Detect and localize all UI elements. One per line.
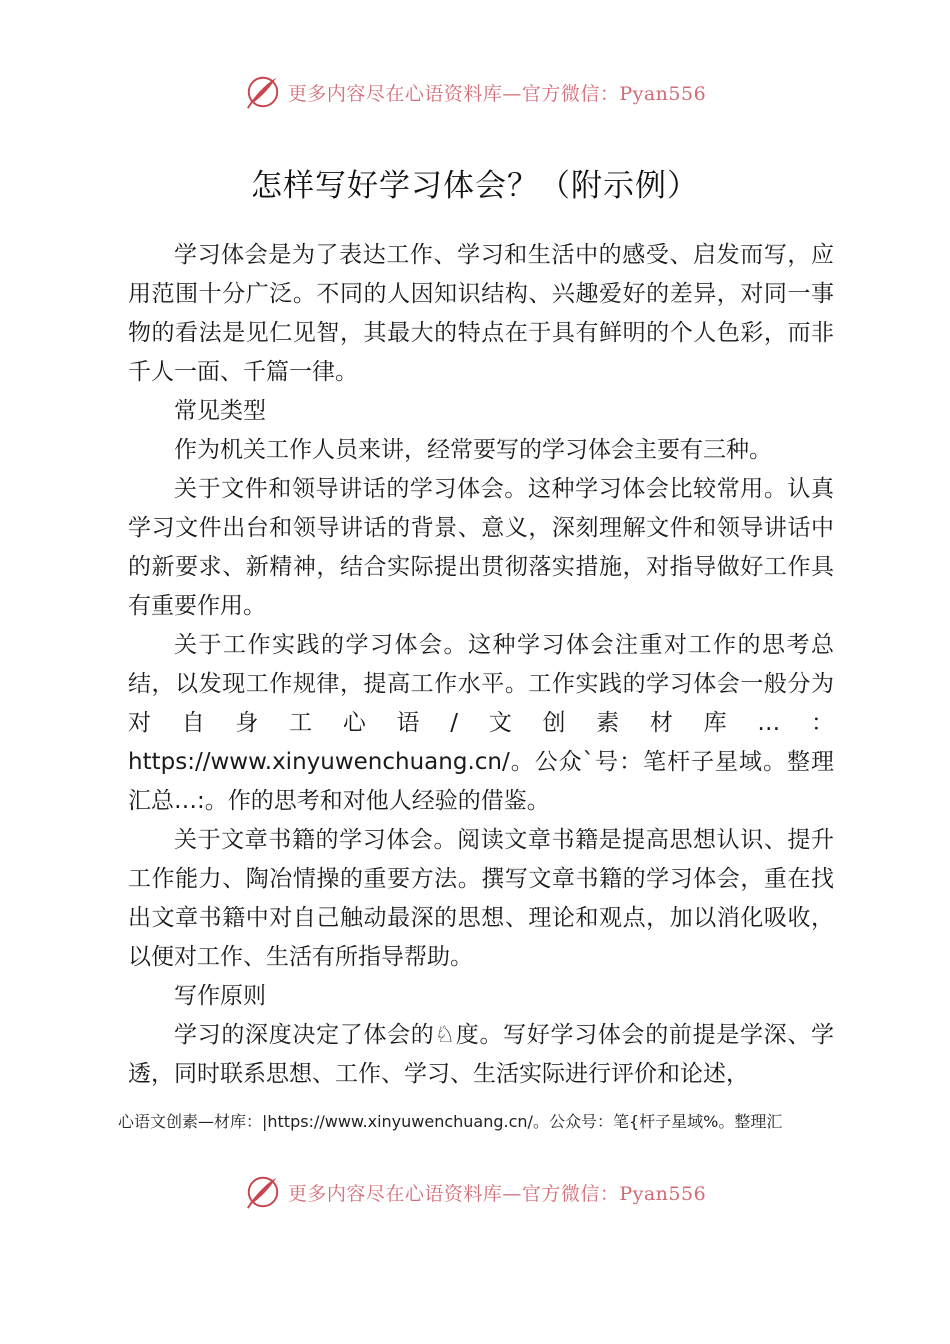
paragraph-principles: 学习的深度决定了体会的♘度。写好学习体会的前提是学深、学透，同时联系思想、工作、学习、生活实际进行评价和论述，	[128, 1022, 834, 1087]
paragraph-type-books: 关于文章书籍的学习体会。阅读文章书籍是提高思想认识、提升工作能力、陶冶情操的重要方法。撰写文章书籍的学习体会，重在找出文章书籍中对自己触动最深的思想、理论和观点，加以消化吸收，以便对工作、生活有所指导帮助。	[128, 827, 834, 970]
header-banner-text: 更多内容尽在心语资料库—官方微信：Pyan556	[287, 82, 707, 105]
document-body	[128, 236, 834, 1094]
footer-banner	[0, 1172, 950, 1212]
section-heading-principles: 写作原则	[174, 983, 266, 1009]
footer-banner-text: 更多内容尽在心语资料库—官方微信：Pyan556	[287, 1182, 707, 1205]
paragraph-intro: 学习体会是为了表达工作、学习和生活中的感受、启发而写，应用范围十分广泛。不同的人因知识结构、兴趣爱好的差异，对同一事物的看法是见仁见智，其最大的特点在于具有鲜明的个人色彩，而非千人一面、千篇一律。	[128, 242, 834, 385]
quill-pen-logo-icon	[244, 73, 282, 111]
footnote-watermark: 心语文创素—材库：|https://www.xinyuwenchuang.cn/。公众号：笔{杆子星域%。整理汇	[118, 1112, 783, 1131]
paragraph-type-documents: 关于文件和领导讲话的学习体会。这种学习体会比较常用。认真学习文件出台和领导讲话的背景、意义，深刻理解文件和领导讲话中的新要求、新精神，结合实际提出贯彻落实措施，对指导做好工作具有重要作用。	[128, 476, 834, 619]
document-title: 怎样写好学习体会？（附示例）	[251, 168, 699, 204]
quill-pen-logo-icon	[244, 1173, 282, 1211]
paragraph-type-practice: 关于工作实践的学习体会。这种学习体会注重对工作的思考总结，以发现工作规律，提高工作水平。工作实践的学习体会一般分为对自身工心语/文创素材库…：https://www.xinyuwenchuang.cn/。公众`号：笔杆子星域。整理汇总…:。作的思考和对他人经验的借鉴。	[128, 632, 834, 814]
paragraph-types-overview: 作为机关工作人员来讲，经常要写的学习体会主要有三种。	[174, 437, 772, 463]
header-banner	[0, 72, 950, 112]
section-heading-types: 常见类型	[174, 398, 266, 424]
